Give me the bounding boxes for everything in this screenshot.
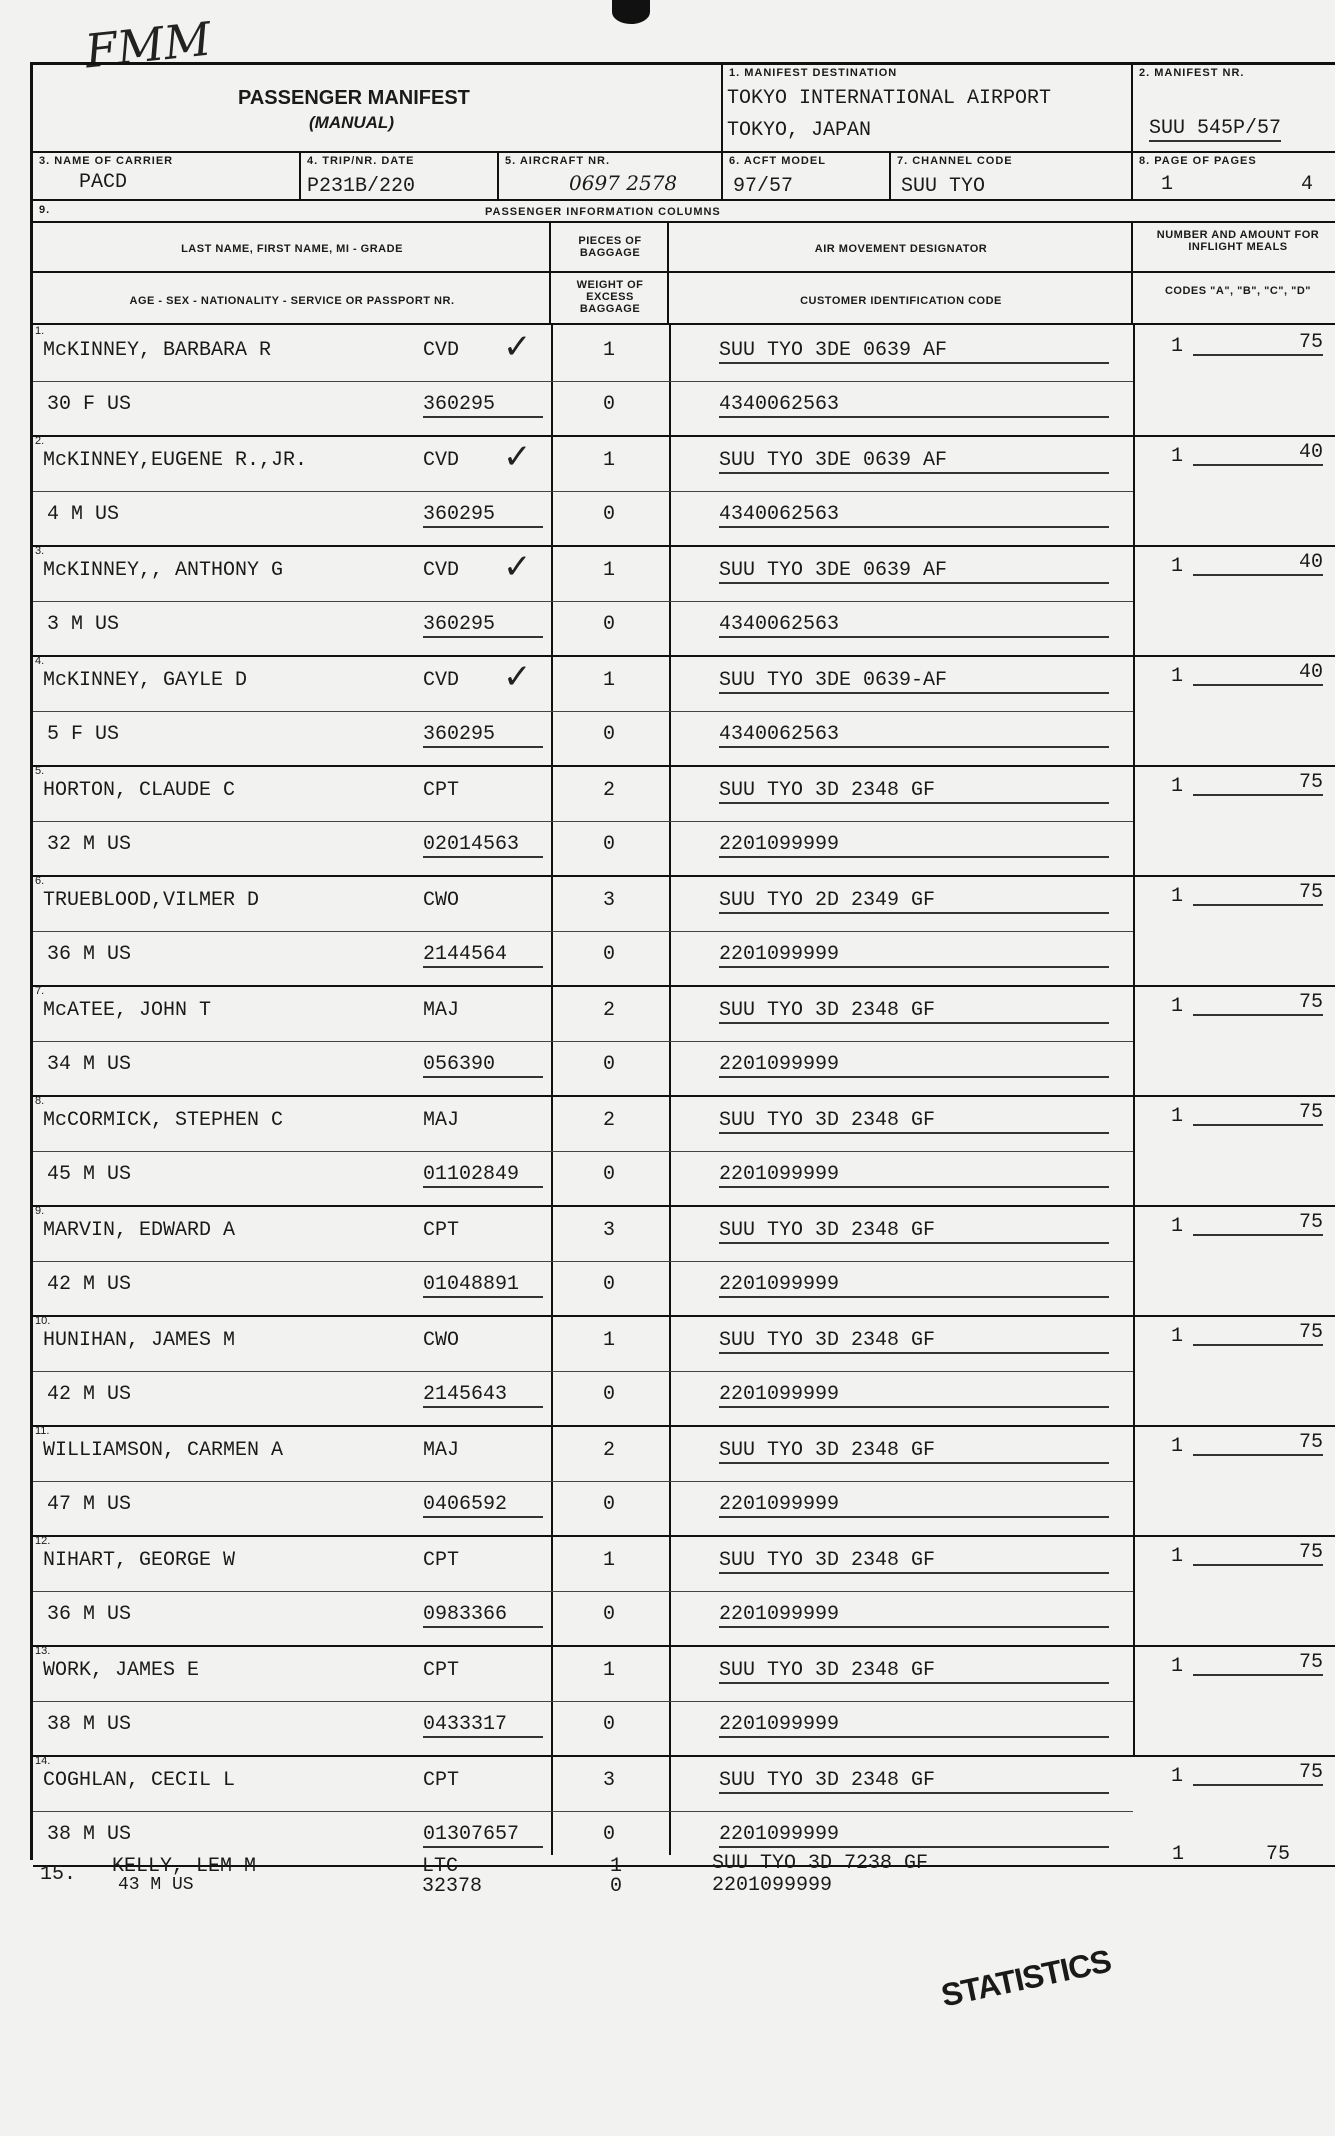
manifest-nr: SUU 545P/57	[1149, 117, 1282, 140]
row-midline	[33, 491, 1133, 492]
meal-amount: 75	[1193, 1321, 1323, 1346]
footer-meals: 1	[1172, 1843, 1185, 1866]
passenger-grade: CPT	[423, 1549, 460, 1572]
meal-amount: 75	[1193, 1431, 1323, 1456]
footer-grade: LTC	[422, 1855, 459, 1878]
air-movement-designator: SUU TYO 3DE 0639 AF	[719, 339, 1109, 364]
meal-count: 1	[1171, 445, 1184, 468]
meal-count: 1	[1171, 885, 1184, 908]
acft-model-box	[723, 153, 891, 201]
meal-count: 1	[1171, 1105, 1184, 1128]
manifest-form	[30, 62, 1335, 1860]
pieces-of-baggage: 2	[603, 1109, 616, 1132]
customer-id-code: 2201099999	[719, 1823, 1109, 1848]
trip-label: 4. TRIP/NR. DATE	[307, 155, 415, 167]
customer-id-code: 2201099999	[719, 1713, 1109, 1738]
passenger-age-sex-nat: 38 M US	[47, 1713, 132, 1736]
statistics-stamp: STATISTICS	[938, 1942, 1114, 2014]
pieces-of-baggage: 3	[603, 889, 616, 912]
table-row	[33, 547, 1335, 657]
meal-amount: 75	[1193, 1541, 1323, 1566]
passenger-grade: MAJ	[423, 999, 460, 1022]
col-codes-label: CODES "A", "B", "C", "D"	[1164, 285, 1311, 297]
meal-amount: 40	[1193, 661, 1323, 686]
page-box	[1133, 153, 1335, 201]
passenger-name: HORTON, CLAUDE C	[43, 779, 236, 802]
ink-blot	[612, 0, 650, 24]
row-midline	[33, 931, 1133, 932]
passenger-name: COGHLAN, CECIL L	[43, 1769, 236, 1792]
carrier-box	[33, 153, 301, 201]
passenger-name: HUNIHAN, JAMES M	[43, 1329, 236, 1352]
acft-model-label: 6. ACFT MODEL	[729, 155, 826, 167]
passenger-grade: CPT	[423, 1219, 460, 1242]
row-number: 12.	[35, 1535, 51, 1547]
form-subtitle: (MANUAL)	[309, 113, 394, 132]
row-midline	[33, 1261, 1133, 1262]
customer-id-code: 2201099999	[719, 1163, 1109, 1188]
excess-baggage-weight: 0	[603, 1823, 616, 1846]
service-number: 360295	[423, 613, 543, 638]
row-number: 2.	[35, 435, 45, 447]
section-num: 9.	[39, 204, 51, 216]
passenger-name: McKINNEY,EUGENE R.,JR.	[43, 449, 308, 472]
customer-id-code: 4340062563	[719, 613, 1109, 638]
customer-id-code: 2201099999	[719, 1603, 1109, 1628]
row-number: 9.	[35, 1205, 45, 1217]
excess-baggage-weight: 0	[603, 1053, 616, 1076]
row-number: 3.	[35, 545, 45, 557]
air-movement-designator: SUU TYO 3D 2348 GF	[719, 1439, 1109, 1464]
meal-amount: 75	[1193, 331, 1323, 356]
manifest-nr-label: 2. MANIFEST NR.	[1139, 67, 1245, 79]
air-movement-designator: SUU TYO 3D 2348 GF	[719, 999, 1109, 1024]
customer-id-code: 2201099999	[719, 1053, 1109, 1078]
pieces-of-baggage: 1	[603, 1329, 616, 1352]
air-movement-designator: SUU TYO 3D 2348 GF	[719, 1659, 1109, 1684]
service-number: 0433317	[423, 1713, 543, 1738]
passenger-age-sex-nat: 32 M US	[47, 833, 132, 856]
excess-baggage-weight: 0	[603, 613, 616, 636]
row-midline	[33, 1481, 1133, 1482]
table-row	[33, 1207, 1335, 1317]
row-midline	[33, 711, 1133, 712]
row-number: 8.	[35, 1095, 45, 1107]
destination-line2: TOKYO, JAPAN	[727, 119, 872, 142]
air-movement-designator: SUU TYO 3D 2348 GF	[719, 1219, 1109, 1244]
customer-id-code: 2201099999	[719, 1493, 1109, 1518]
col-age-label: AGE - SEX - NATIONALITY - SERVICE OR PASSPORT NR.	[129, 295, 455, 307]
pieces-of-baggage: 2	[603, 1439, 616, 1462]
row-midline	[33, 821, 1133, 822]
excess-baggage-weight: 0	[603, 833, 616, 856]
customer-id-code: 2201099999	[719, 943, 1109, 968]
table-row	[33, 1757, 1335, 1867]
row-number: 4.	[35, 655, 45, 667]
excess-baggage-weight: 0	[603, 943, 616, 966]
row-midline	[33, 1701, 1133, 1702]
excess-baggage-weight: 0	[603, 1603, 616, 1626]
col-weight-header	[551, 273, 669, 325]
row-number: 11.	[35, 1425, 50, 1437]
passenger-name: NIHART, GEORGE W	[43, 1549, 236, 1572]
table-row	[33, 1097, 1335, 1207]
customer-id-code: 2201099999	[719, 833, 1109, 858]
title-box	[33, 65, 723, 153]
passenger-name: McKINNEY,, ANTHONY G	[43, 559, 284, 582]
table-row	[33, 437, 1335, 547]
air-movement-designator: SUU TYO 3DE 0639-AF	[719, 669, 1109, 694]
col-cic-header	[669, 273, 1133, 325]
table-row	[33, 657, 1335, 767]
pieces-of-baggage: 1	[603, 1549, 616, 1572]
table-row	[33, 1647, 1335, 1757]
row-number: 7.	[35, 985, 45, 997]
air-movement-designator: SUU TYO 3D 2348 GF	[719, 1769, 1109, 1794]
meal-count: 1	[1171, 1435, 1184, 1458]
pieces-of-baggage: 1	[603, 449, 616, 472]
aircraft: 0697 2578	[569, 171, 678, 195]
excess-baggage-weight: 0	[603, 1493, 616, 1516]
channel: SUU TYO	[901, 175, 986, 198]
customer-id-code: 4340062563	[719, 503, 1109, 528]
meal-count: 1	[1171, 1545, 1184, 1568]
col-name-header	[33, 223, 551, 273]
row-number: 13.	[35, 1645, 51, 1657]
pieces-of-baggage: 1	[603, 559, 616, 582]
meal-amount: 75	[1193, 1211, 1323, 1236]
service-number: 360295	[423, 393, 543, 418]
service-number: 02014563	[423, 833, 543, 858]
row-midline	[33, 1151, 1133, 1152]
col-pieces-label: PIECES OF BAGGAGE	[578, 235, 642, 259]
footer-age: 43 M US	[118, 1875, 194, 1895]
table-row	[33, 987, 1335, 1097]
passenger-age-sex-nat: 38 M US	[47, 1823, 132, 1846]
passenger-grade: CVD	[423, 449, 460, 472]
meal-count: 1	[1171, 665, 1184, 688]
passenger-grade: CVD	[423, 339, 460, 362]
form-title: PASSENGER MANIFEST	[238, 87, 470, 109]
excess-baggage-weight: 0	[603, 1163, 616, 1186]
footer-num: 15.	[40, 1863, 77, 1886]
passenger-grade: CPT	[423, 1769, 460, 1792]
excess-baggage-weight: 0	[603, 503, 616, 526]
acft-model: 97/57	[733, 175, 794, 198]
manifest-nr-box	[1133, 65, 1335, 153]
passenger-grade: CWO	[423, 889, 460, 912]
footer-svc: 32378	[422, 1875, 483, 1898]
passenger-name: TRUEBLOOD,VILMER D	[43, 889, 260, 912]
row-number: 1.	[35, 325, 45, 337]
row-midline	[33, 381, 1133, 382]
destination-box	[723, 65, 1133, 153]
footer-name: KELLY, LEM M	[112, 1855, 257, 1878]
passenger-grade: CVD	[423, 559, 460, 582]
check-mark-icon: ✓	[503, 657, 532, 697]
passenger-grade: CVD	[423, 669, 460, 692]
table-row	[33, 1537, 1335, 1647]
carrier-label: 3. NAME OF CARRIER	[39, 155, 174, 167]
meal-amount: 75	[1193, 1761, 1323, 1786]
service-number: 2145643	[423, 1383, 543, 1408]
pieces-of-baggage: 3	[603, 1219, 616, 1242]
row-midline	[33, 1811, 1133, 1812]
col-age-header	[33, 273, 551, 325]
meal-count: 1	[1171, 1655, 1184, 1678]
customer-id-code: 2201099999	[719, 1273, 1109, 1298]
air-movement-designator: SUU TYO 3D 2348 GF	[719, 1549, 1109, 1574]
meal-amount: 40	[1193, 441, 1323, 466]
meal-count: 1	[1171, 775, 1184, 798]
air-movement-designator: SUU TYO 3D 2348 GF	[719, 1329, 1109, 1354]
table-row	[33, 877, 1335, 987]
excess-baggage-weight: 0	[603, 393, 616, 416]
table-row	[33, 1317, 1335, 1427]
passenger-age-sex-nat: 30 F US	[47, 393, 132, 416]
service-number: 0983366	[423, 1603, 543, 1628]
meal-amount: 75	[1193, 1101, 1323, 1126]
excess-baggage-weight: 0	[603, 723, 616, 746]
page-number: 1	[1161, 173, 1174, 196]
air-movement-designator: SUU TYO 3D 2348 GF	[719, 779, 1109, 804]
passenger-grade: MAJ	[423, 1439, 460, 1462]
passenger-name: WILLIAMSON, CARMEN A	[43, 1439, 284, 1462]
meal-count: 1	[1171, 1325, 1184, 1348]
passenger-name: WORK, JAMES E	[43, 1659, 200, 1682]
passenger-age-sex-nat: 36 M US	[47, 943, 132, 966]
service-number: 0406592	[423, 1493, 543, 1518]
meal-amount: 75	[1193, 991, 1323, 1016]
service-number: 056390	[423, 1053, 543, 1078]
passenger-grade: CPT	[423, 779, 460, 802]
row-number: 10.	[35, 1315, 51, 1327]
air-movement-designator: SUU TYO 3DE 0639 AF	[719, 449, 1109, 474]
passenger-grade: CPT	[423, 1659, 460, 1682]
channel-box	[891, 153, 1133, 201]
passenger-name: McCORMICK, STEPHEN C	[43, 1109, 284, 1132]
footer-pieces: 1	[610, 1855, 623, 1878]
meal-count: 1	[1171, 1215, 1184, 1238]
service-number: 2144564	[423, 943, 543, 968]
meal-amount: 75	[1193, 1651, 1323, 1676]
check-mark-icon: ✓	[503, 437, 532, 477]
row-midline	[33, 1591, 1133, 1592]
footer-cic: 2201099999	[712, 1874, 833, 1897]
table-row	[33, 767, 1335, 877]
passenger-name: McKINNEY, GAYLE D	[43, 669, 248, 692]
pieces-of-baggage: 3	[603, 1769, 616, 1792]
customer-id-code: 4340062563	[719, 723, 1109, 748]
excess-baggage-weight: 0	[603, 1713, 616, 1736]
meal-amount: 75	[1193, 881, 1323, 906]
customer-id-code: 2201099999	[719, 1383, 1109, 1408]
excess-baggage-weight: 0	[603, 1273, 616, 1296]
trip-box	[301, 153, 499, 201]
air-movement-designator: SUU TYO 3D 2348 GF	[719, 1109, 1109, 1134]
pieces-of-baggage: 1	[603, 339, 616, 362]
trip: P231B/220	[307, 175, 416, 198]
passenger-age-sex-nat: 36 M US	[47, 1603, 132, 1626]
service-number: 360295	[423, 723, 543, 748]
meal-count: 1	[1171, 555, 1184, 578]
destination-label: 1. MANIFEST DESTINATION	[729, 67, 898, 79]
check-mark-icon: ✓	[503, 547, 532, 587]
row-midline	[33, 1371, 1133, 1372]
carrier: PACD	[79, 171, 128, 194]
meal-count: 1	[1171, 1765, 1184, 1788]
col-weight-label: WEIGHT OF EXCESS BAGGAGE	[576, 279, 644, 315]
service-number: 01048891	[423, 1273, 543, 1298]
meal-count: 1	[1171, 995, 1184, 1018]
passenger-age-sex-nat: 4 M US	[47, 503, 120, 526]
passenger-age-sex-nat: 42 M US	[47, 1383, 132, 1406]
destination-line1: TOKYO INTERNATIONAL AIRPORT	[727, 87, 1052, 110]
service-number: 360295	[423, 503, 543, 528]
meal-amount: 40	[1193, 551, 1323, 576]
excess-baggage-weight: 0	[603, 1383, 616, 1406]
passenger-grade: MAJ	[423, 1109, 460, 1132]
passenger-age-sex-nat: 45 M US	[47, 1163, 132, 1186]
row-midline	[33, 601, 1133, 602]
table-row	[33, 1427, 1335, 1537]
section-banner	[33, 201, 1335, 223]
table-row	[33, 327, 1335, 437]
passenger-grade: CWO	[423, 1329, 460, 1352]
pieces-of-baggage: 2	[603, 779, 616, 802]
passenger-name: McKINNEY, BARBARA R	[43, 339, 272, 362]
check-mark-icon: ✓	[503, 327, 532, 367]
pieces-of-baggage: 1	[603, 669, 616, 692]
col-pieces-header	[551, 223, 669, 273]
footer-amount: 75	[1266, 1843, 1291, 1866]
passenger-age-sex-nat: 3 M US	[47, 613, 120, 636]
row-midline	[33, 1041, 1133, 1042]
aircraft-label: 5. AIRCRAFT NR.	[505, 155, 611, 167]
col-cic-label: CUSTOMER IDENTIFICATION CODE	[800, 295, 1002, 307]
air-movement-designator: SUU TYO 2D 2349 GF	[719, 889, 1109, 914]
meal-amount: 75	[1193, 771, 1323, 796]
row-number: 5.	[35, 765, 45, 777]
service-number: 01102849	[423, 1163, 543, 1188]
row-number: 6.	[35, 875, 45, 887]
col-meals-label: NUMBER AND AMOUNT FOR INFLIGHT MEALS	[1156, 229, 1320, 253]
meal-count: 1	[1171, 335, 1184, 358]
col-meals-header	[1133, 223, 1335, 273]
customer-id-code: 4340062563	[719, 393, 1109, 418]
row-number: 14.	[35, 1755, 51, 1767]
col-amd-header	[669, 223, 1133, 273]
footer-weight: 0	[610, 1875, 623, 1898]
col-codes-header	[1133, 273, 1335, 325]
passenger-age-sex-nat: 42 M US	[47, 1273, 132, 1296]
passenger-name: McATEE, JOHN T	[43, 999, 212, 1022]
page-label: 8. PAGE OF PAGES	[1139, 155, 1257, 167]
pieces-of-baggage: 2	[603, 999, 616, 1022]
section-title: PASSENGER INFORMATION COLUMNS	[485, 206, 721, 218]
service-number: 01307657	[423, 1823, 543, 1848]
col-name-label: LAST NAME, FIRST NAME, MI - GRADE	[181, 243, 403, 255]
handwritten-initials: FMM	[82, 11, 214, 79]
passenger-name: MARVIN, EDWARD A	[43, 1219, 236, 1242]
footer-amd: SUU TYO 3D 7238 GF	[712, 1852, 929, 1875]
pieces-of-baggage: 1	[603, 1659, 616, 1682]
passenger-age-sex-nat: 34 M US	[47, 1053, 132, 1076]
air-movement-designator: SUU TYO 3DE 0639 AF	[719, 559, 1109, 584]
page-total: 4	[1301, 173, 1314, 196]
channel-label: 7. CHANNEL CODE	[897, 155, 1013, 167]
passenger-age-sex-nat: 5 F US	[47, 723, 120, 746]
col-amd-label: AIR MOVEMENT DESIGNATOR	[814, 243, 988, 255]
aircraft-box	[499, 153, 723, 201]
passenger-age-sex-nat: 47 M US	[47, 1493, 132, 1516]
